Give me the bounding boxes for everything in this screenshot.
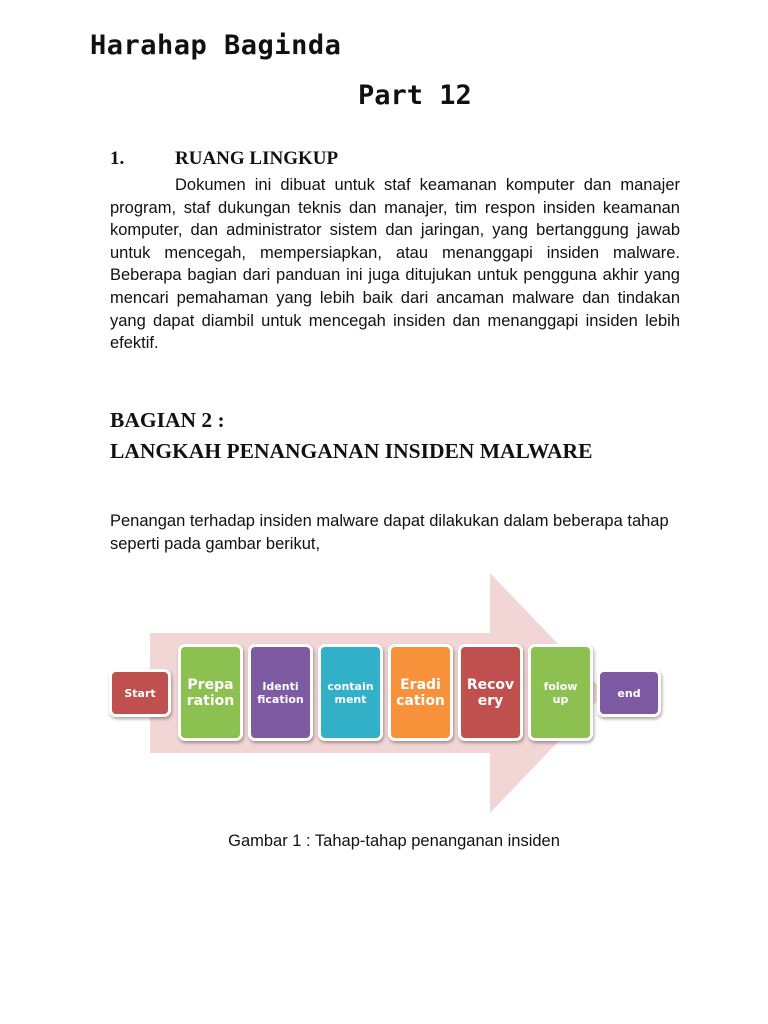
document-part-title: Part 12 (358, 80, 472, 111)
figure-caption: Gambar 1 : Tahap-tahap penanganan insiden (228, 832, 560, 850)
step-start: Start (109, 669, 171, 717)
malware-handling-diagram (100, 568, 680, 818)
step-recovery: Recov ery (458, 644, 523, 741)
step-preparation: Prepa ration (178, 644, 243, 741)
step-end: end (597, 669, 661, 717)
section-1-title: RUANG LINGKUP (175, 148, 339, 169)
step-containment: contain ment (318, 644, 383, 741)
document-author-title: Harahap Baginda (90, 30, 342, 61)
step-followup: folow up (528, 644, 593, 741)
section-2-heading (110, 405, 592, 467)
section-1-heading (110, 148, 338, 170)
section-1-paragraph: Dokumen ini dibuat untuk staf keamanan komputer dan manajer program, staf dukungan teknis dan manajer, tim respon insiden keamanan komputer, dan administrator sistem dan jaringan, yang bertanggung jawab untuk mencegah, mempersiapkan, atau menanggapi insiden malware. Beberapa bagian dari panduan ini juga ditujukan untuk pengguna akhir yang mencari pemahaman yang lebih baik dari ancaman malware dan tindakan yang dapat diambil untuk mencegah insiden dan menanggapi insiden lebih efektif. (110, 176, 680, 353)
section-2-paragraph: Penangan terhadap insiden malware dapat dilakukan dalam beberapa tahap seperti pada gambar berikut, (110, 512, 669, 553)
section-1-number: 1. (110, 148, 125, 169)
section-2-heading-line1: BAGIAN 2 : (110, 408, 225, 432)
step-eradication: Eradi cation (388, 644, 453, 741)
section-2-heading-line2: LANGKAH PENANGANAN INSIDEN MALWARE (110, 439, 593, 463)
step-identification: Identi fication (248, 644, 313, 741)
